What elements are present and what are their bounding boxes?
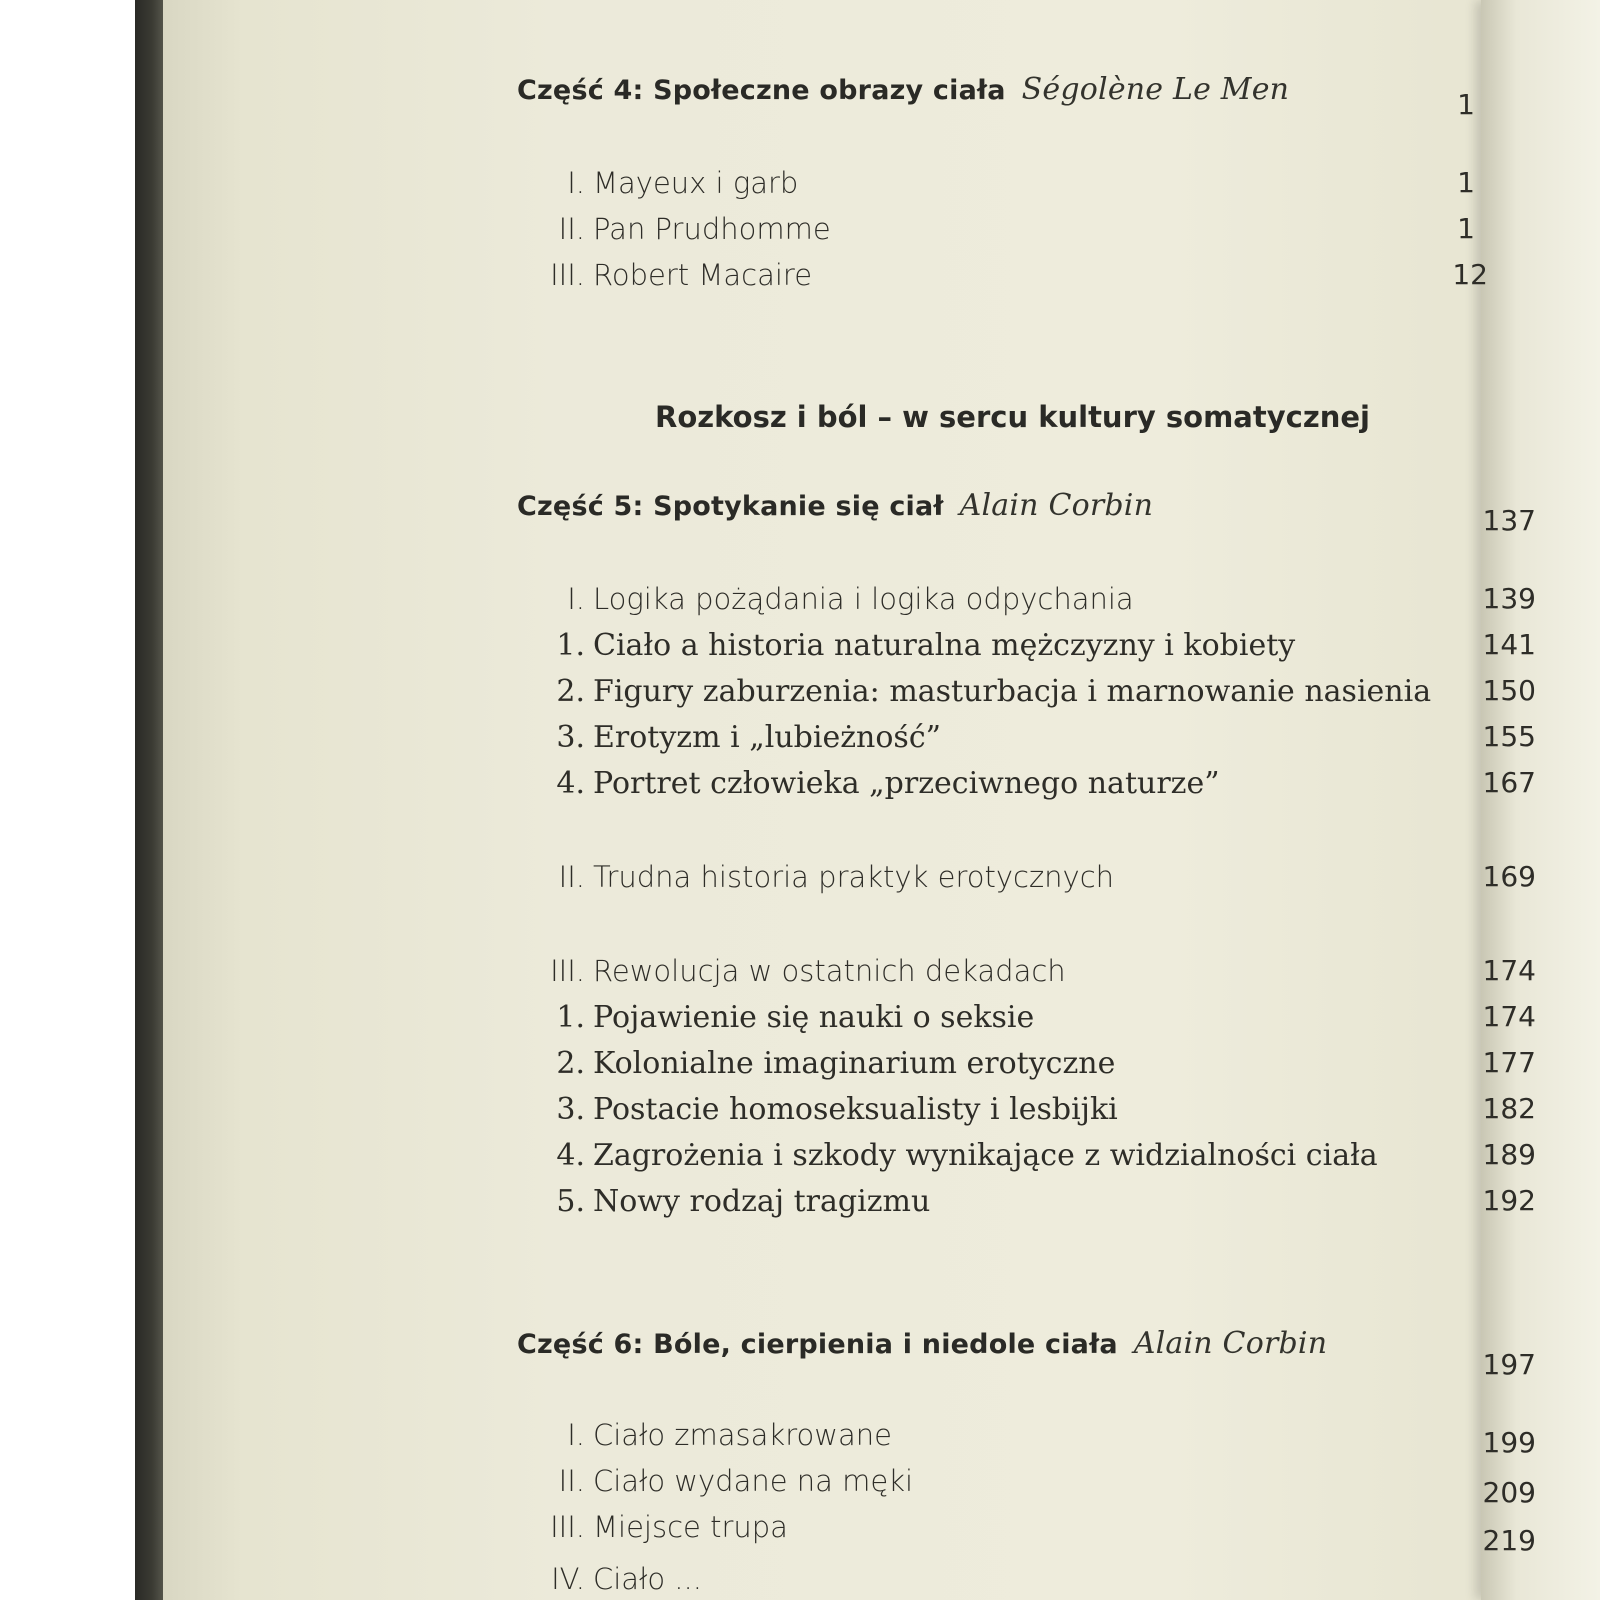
part6-heading (517, 1326, 1327, 1361)
toc-entry (163, 628, 1600, 668)
entry-number: 3. (556, 1092, 585, 1127)
toc-entry (163, 1092, 1600, 1132)
toc-entry (163, 674, 1600, 714)
entry-page: 169 (1482, 860, 1536, 893)
part4-page: 1 (1457, 88, 1475, 121)
toc-entry (163, 720, 1600, 760)
entry-number: III. (550, 258, 585, 292)
entry-title: Nowy rodzaj tragizmu (593, 1184, 931, 1219)
toc-entry (163, 166, 1600, 206)
entry-number: III. (550, 1510, 585, 1544)
toc-page (163, 0, 1600, 1600)
entry-number: I. (567, 1418, 585, 1452)
entry-title: Robert Macaire (593, 258, 813, 292)
entry-title: Kolonialne imaginarium erotyczne (593, 1046, 1116, 1081)
entry-number: 5. (556, 1184, 585, 1219)
part5-page: 137 (1482, 504, 1536, 537)
entry-title: Ciało ... (593, 1562, 702, 1596)
entry-page: 177 (1482, 1046, 1536, 1079)
entry-number: I. (567, 582, 585, 616)
toc-entry (163, 766, 1600, 806)
part5-author: Alain Corbin (959, 488, 1154, 523)
section-heading: Rozkosz i ból – w sercu kultury somatycznej (655, 400, 1370, 434)
entry-title: Logika pożądania i logika odpychania (593, 582, 1134, 616)
entry-page: 174 (1482, 954, 1536, 987)
toc-entry (163, 954, 1600, 994)
entry-title: Postacie homoseksualisty i lesbijki (593, 1092, 1118, 1127)
toc-entry (163, 860, 1600, 900)
entry-page: 12 (1452, 258, 1488, 291)
entry-number: 2. (556, 1046, 585, 1081)
entry-page: 1 (1457, 212, 1475, 245)
book-cover-edge (135, 0, 163, 1600)
part4-title: Część 4: Społeczne obrazy ciała (517, 75, 1006, 106)
part6-title: Część 6: Bóle, cierpienia i niedole ciała (517, 1329, 1118, 1360)
entry-number: 2. (556, 674, 585, 709)
entry-page: 1 (1457, 166, 1475, 199)
entry-page: 189 (1482, 1138, 1536, 1171)
entry-page: 139 (1482, 582, 1536, 615)
entry-number: I. (567, 166, 585, 200)
entry-page: 182 (1482, 1092, 1536, 1125)
part4-author: Ségolène Le Men (1021, 72, 1290, 107)
entry-title: Ciało zmasakrowane (593, 1418, 892, 1452)
entry-number: 3. (556, 720, 585, 755)
part5-heading (517, 488, 1153, 523)
entry-page: 219 (1482, 1524, 1536, 1557)
entry-page: 155 (1482, 720, 1536, 753)
entry-title: Figury zaburzenia: masturbacja i marnowanie nasienia (593, 674, 1432, 709)
toc-entry (163, 1510, 1600, 1557)
toc-entry-cut (163, 1562, 1600, 1600)
toc-entry (163, 212, 1600, 252)
entry-title: Ciało wydane na męki (593, 1464, 914, 1498)
entry-title: Mayeux i garb (593, 166, 799, 200)
entry-title: Pojawienie się nauki o seksie (593, 1000, 1035, 1035)
entry-number: III. (550, 954, 585, 988)
part5-title: Część 5: Spotykanie się ciał (517, 491, 944, 522)
entry-number: IV. (551, 1562, 585, 1596)
entry-title: Ciało a historia naturalna mężczyzny i kobiety (593, 628, 1296, 663)
part6-page: 197 (1482, 1348, 1536, 1381)
toc-entry (163, 1418, 1600, 1458)
entry-number: II. (558, 1464, 585, 1498)
toc-entry (163, 1000, 1600, 1040)
toc-entry (163, 1464, 1600, 1509)
entry-title: Miejsce trupa (593, 1510, 788, 1544)
entry-page: 150 (1482, 674, 1536, 707)
entry-number: II. (558, 212, 585, 246)
entry-title: Trudna historia praktyk erotycznych (593, 860, 1115, 894)
entry-page: 192 (1482, 1184, 1536, 1217)
entry-number: 4. (556, 766, 585, 801)
entry-page: 199 (1482, 1426, 1536, 1459)
entry-title: Erotyzm i „lubieżność” (593, 720, 941, 755)
entry-title: Rewolucja w ostatnich dekadach (593, 954, 1066, 988)
entry-page: 167 (1482, 766, 1536, 799)
entry-number: 1. (556, 1000, 585, 1035)
entry-number: 4. (556, 1138, 585, 1173)
entry-page: 174 (1482, 1000, 1536, 1033)
entry-title: Pan Prudhomme (593, 212, 831, 246)
entry-page: 141 (1482, 628, 1536, 661)
entry-title: Zagrożenia i szkody wynikające z widzialności ciała (593, 1138, 1378, 1173)
entry-title: Portret człowieka „przeciwnego naturze” (593, 766, 1220, 801)
toc-entry (163, 1046, 1600, 1086)
entry-page: 209 (1482, 1476, 1536, 1509)
toc-entry (163, 258, 1600, 298)
entry-number: II. (558, 860, 585, 894)
toc-entry (163, 1184, 1600, 1224)
entry-number: 1. (556, 628, 585, 663)
part4-heading (517, 72, 1289, 107)
toc-entry (163, 582, 1600, 622)
toc-entry (163, 1138, 1600, 1178)
part6-author: Alain Corbin (1133, 1326, 1328, 1361)
